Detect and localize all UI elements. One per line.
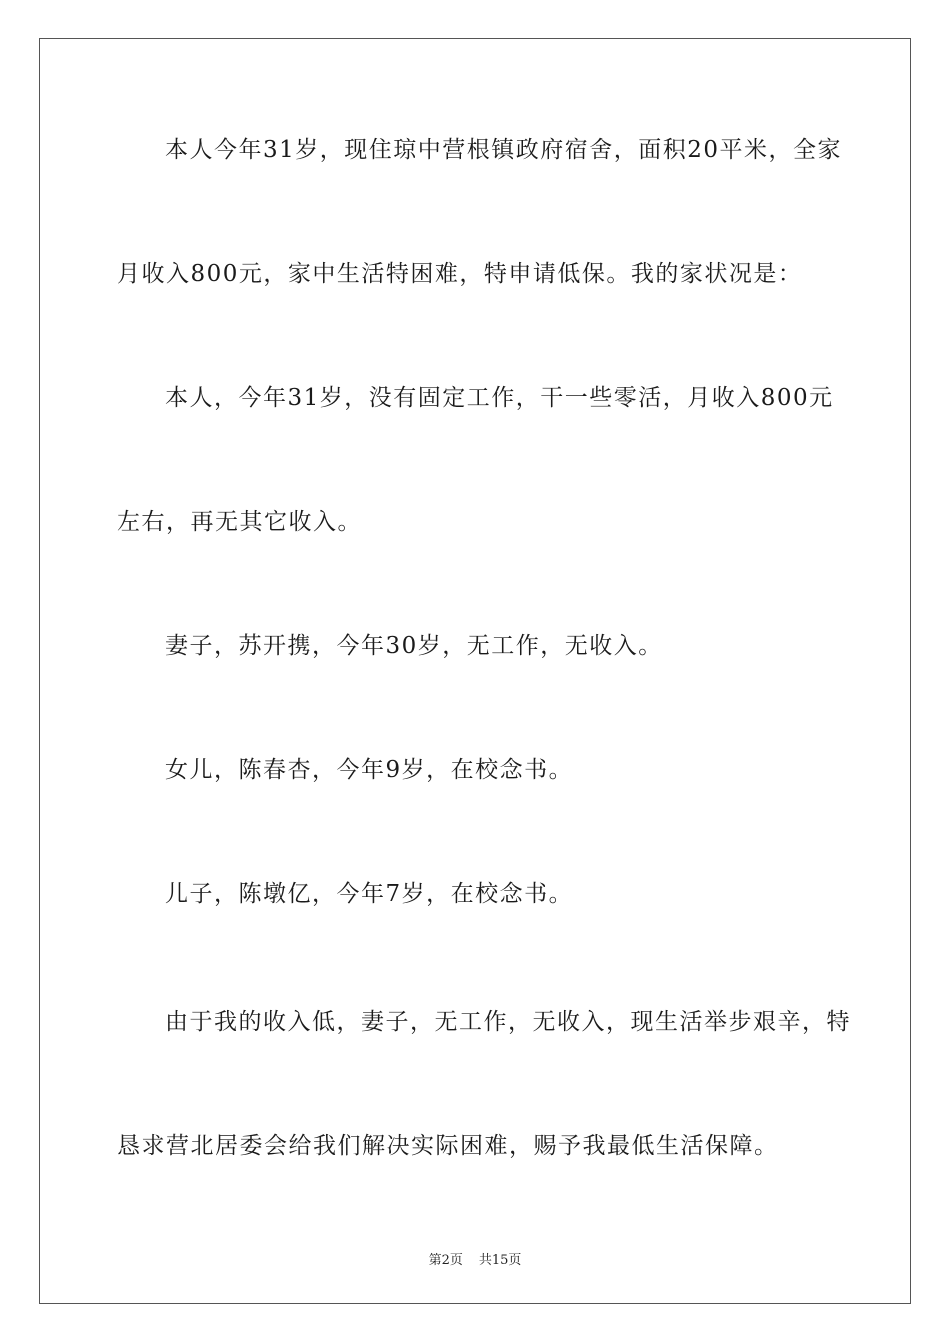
paragraph-request-line-1: 由于我的收入低，妻子，无工作，无收入，现生活举步艰辛，特 (165, 1009, 851, 1035)
page-total: 共15页 (478, 1253, 522, 1268)
paragraph-1-line-2: 月收入800元，家中生活特困难，特申请低保。我的家状况是： (117, 261, 803, 287)
page-footer (0, 1249, 950, 1268)
paragraph-2-line-2: 左右，再无其它收入。 (117, 509, 362, 535)
paragraph-son: 儿子，陈墩亿，今年7岁，在校念书。 (165, 881, 574, 907)
paragraph-1-line-1: 本人今年31岁，现住琼中营根镇政府宿舍，面积20平米，全家 (165, 137, 843, 163)
paragraph-daughter: 女儿，陈春杏，今年9岁，在校念书。 (165, 757, 574, 783)
paragraph-request-line-2: 恳求营北居委会给我们解决实际困难，赐予我最低生活保障。 (117, 1133, 779, 1159)
paragraph-wife: 妻子，苏开携，今年30岁，无工作，无收入。 (165, 633, 663, 659)
page-border (39, 38, 911, 1304)
page-number: 第2页 (428, 1253, 463, 1268)
paragraph-2-line-1: 本人，今年31岁，没有固定工作，干一些零活，月收入800元 (165, 385, 834, 411)
